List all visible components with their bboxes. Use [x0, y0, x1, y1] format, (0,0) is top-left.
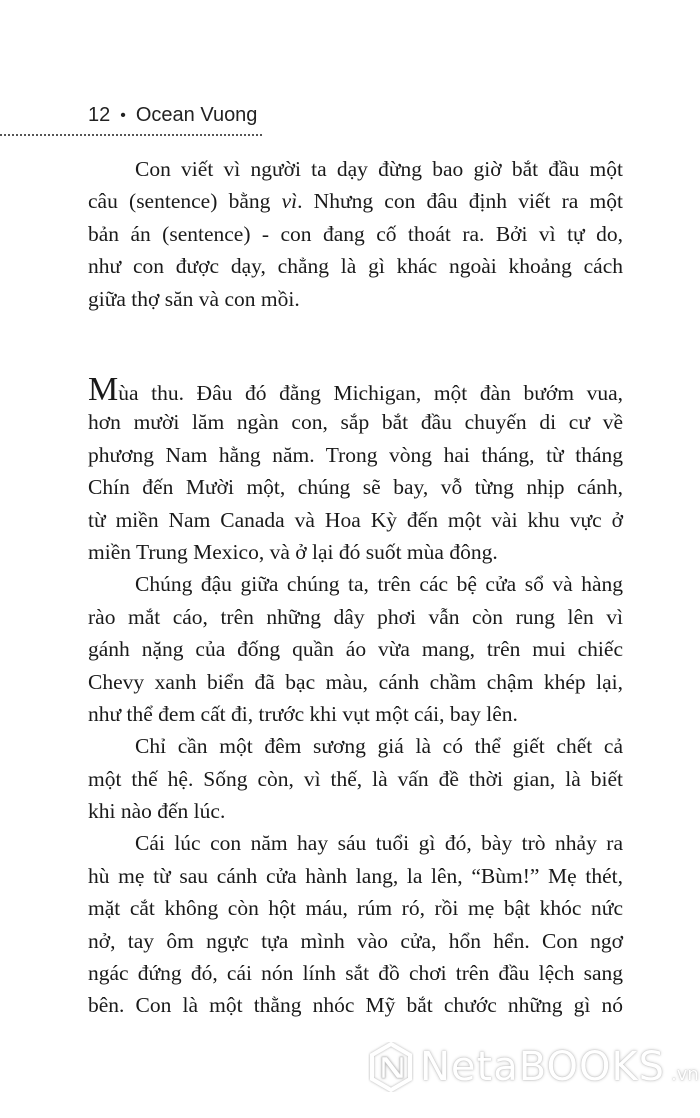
text-line: Chevy xanh biển đã bạc màu, cánh chầm chậm khép lại,: [88, 669, 623, 694]
text-line: từ miền Nam Canada và Hoa Kỳ đến một vài khu vực ở: [88, 507, 623, 532]
watermark-brand: NetaBOOKS: [420, 1044, 666, 1090]
text-line: ngác đứng đó, cái nón lính sắt đồ chơi trên đầu lệch sang: [88, 961, 623, 986]
dotted-rule: [0, 134, 262, 136]
text-line: nở, tay ôm ngực tựa mình vào cửa, hổn hển. Con ngơ: [88, 928, 623, 953]
section-1: [88, 153, 623, 315]
text-line: bản án (sentence) - con đang cố thoát ra. Bởi vì tự do,: [88, 221, 623, 246]
text-line: như con được dạy, chẳng là gì khác ngoài khoảng cách: [88, 254, 623, 279]
watermark: [368, 1042, 699, 1092]
text-line: [88, 185, 623, 217]
drop-cap: M: [88, 371, 119, 408]
section-2: [88, 371, 623, 1022]
text-line: Chỉ cần một đêm sương giá là có thể giết chết cả: [135, 734, 623, 759]
text-line: phương Nam hằng năm. Trong vòng hai tháng, từ tháng: [88, 442, 623, 467]
text-line: Cái lúc con năm hay sáu tuổi gì đó, bày trò nhảy ra: [135, 831, 623, 856]
watermark-suffix: .vn: [671, 1063, 699, 1085]
text-segment: . Nhưng con đâu định viết ra một: [297, 189, 623, 214]
text-segment: ùa thu. Đâu đó đằng Michigan, một đàn bướm vua,: [118, 381, 623, 405]
text-line: khi nào đến lúc.: [88, 799, 226, 824]
text-line: gánh nặng của đống quần áo vừa mang, trên mui chiếc: [88, 637, 623, 662]
text-line: Chúng đậu giữa chúng ta, trên các bệ cửa sổ và hàng: [135, 572, 623, 597]
text-line: như thể đem cất đi, trước khi vụt một cái, bay lên.: [88, 701, 518, 726]
text-line: [88, 371, 623, 408]
header-separator: •: [120, 107, 126, 124]
italic-word: vì: [281, 189, 298, 214]
text-line: Con viết vì người ta dạy đừng bao giờ bắt đầu một: [135, 157, 623, 181]
text-segment: câu (sentence) bằng: [88, 189, 282, 214]
page-number: 12: [88, 104, 111, 126]
text-line: bên. Con là một thằng nhóc Mỹ bắt chước những gì nó: [88, 993, 623, 1018]
text-line: một thế hệ. Sống còn, vì thế, là vấn đề thời gian, là biết: [88, 766, 623, 791]
text-line: miền Trung Mexico, và ở lại đó suốt mùa đông.: [88, 539, 498, 564]
text-line: rào mắt cáo, trên những dây phơi vẫn còn rung lên vì: [88, 604, 623, 629]
text-line: hù mẹ từ sau cánh cửa hành lang, la lên, “Bùm!” Mẹ thét,: [88, 863, 623, 888]
text-line: Chín đến Mười một, chúng sẽ bay, vỗ từng nhịp cánh,: [88, 475, 623, 500]
running-head: [88, 104, 257, 127]
text-line: giữa thợ săn và con mồi.: [88, 286, 300, 311]
hexagon-n-logo-icon: [368, 1042, 414, 1092]
author-name: Ocean Vuong: [135, 104, 258, 126]
text-line: mặt cắt không còn hột máu, rúm ró, rồi mẹ bật khóc nức: [88, 896, 623, 921]
text-line: hơn mười lăm ngàn con, sắp bắt đầu chuyến di cư về: [88, 410, 623, 435]
